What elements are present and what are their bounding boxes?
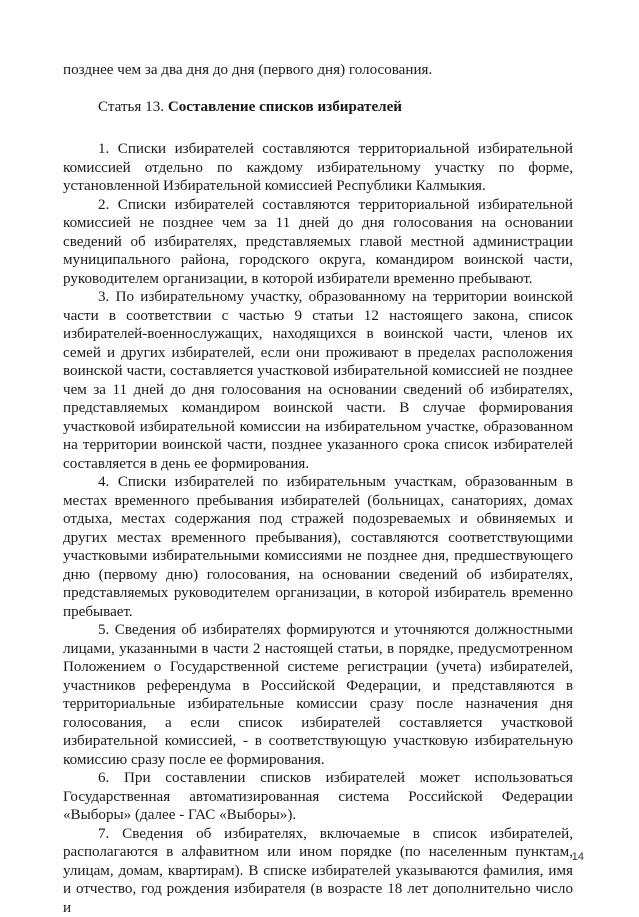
page-number: 14	[572, 848, 584, 867]
article-label: Статья 13.	[98, 99, 164, 115]
opening-line: позднее чем за два дня до дня (первого дня) голосования.	[63, 61, 573, 80]
paragraph-4: 4. Списки избирателей по избирательным участкам, образованным в местах временного пребывания избирателей (больницах, санаториях, домах отдыха, местах содержания под стражей подозреваемых и обвиняемых и других местах временного пребывания), составляются соответствующими участковыми избирательными комиссиями не позднее дня, предшествующего дню (первому дню) голосования, на основании сведений об избирателях, представляемых руководителем организации, в которой избиратель временно пребывает.	[63, 473, 573, 621]
paragraph-1: 1. Списки избирателей составляются территориальной избирательной комиссией отдельно по каждому избирательному участку по форме, установленной Избирательной комиссией Республики Калмыкия.	[63, 140, 573, 196]
article-heading	[63, 98, 573, 117]
paragraph-3: 3. По избирательному участку, образованному на территории воинской части в соответствии с частью 9 статьи 12 настоящего закона, список избирателей-военнослужащих, находящихся в воинской части, членов их семей и других избирателей, если они проживают в пределах расположения воинской части, составляется участковой избирательной комиссией не позднее чем за 11 дней до дня голосования на основании сведений об избирателях, представляемых командиром воинской части. В случае формирования участковой избирательной комиссии на избирательном участке, образованном на территории воинской части, позднее указанного срока список избирателей составляется в день ее формирования.	[63, 288, 573, 473]
article-title: Составление списков избирателей	[168, 99, 402, 115]
paragraph-5: 5. Сведения об избирателях формируются и уточняются должностными лицами, указанными в части 2 настоящей статьи, в порядке, предусмотренном Положением о Государственной системе регистрации (учета) избирателей, участников референдума в Российской Федерации, и представляются в территориальные избирательные комиссии сразу после назначения дня голосования, а если список избирателей составляется участковой избирательной комиссией, - в соответствующую участковую избирательную комиссию сразу после ее формирования.	[63, 621, 573, 769]
paragraph-2: 2. Списки избирателей составляются территориальной избирательной комиссией не позднее чем за 11 дней до дня голосования на основании сведений об избирателях, представляемых главой местной администрации муниципального района, городского округа, командиром воинской части, руководителем организации, в которой избиратели временно пребывают.	[63, 196, 573, 289]
paragraph-6: 6. При составлении списков избирателей может использоваться Государственная автоматизированная система Российской Федерации «Выборы» (далее - ГАС «Выборы»).	[63, 769, 573, 825]
paragraph-7: 7. Сведения об избирателях, включаемые в список избирателей, располагаются в алфавитном или ином порядке (по населенным пунктам, улицам, домам, квартирам). В списке избирателей указываются фамилия, имя и отчество, год рождения избирателя (в возрасте 18 лет дополнительно число и	[63, 825, 573, 917]
